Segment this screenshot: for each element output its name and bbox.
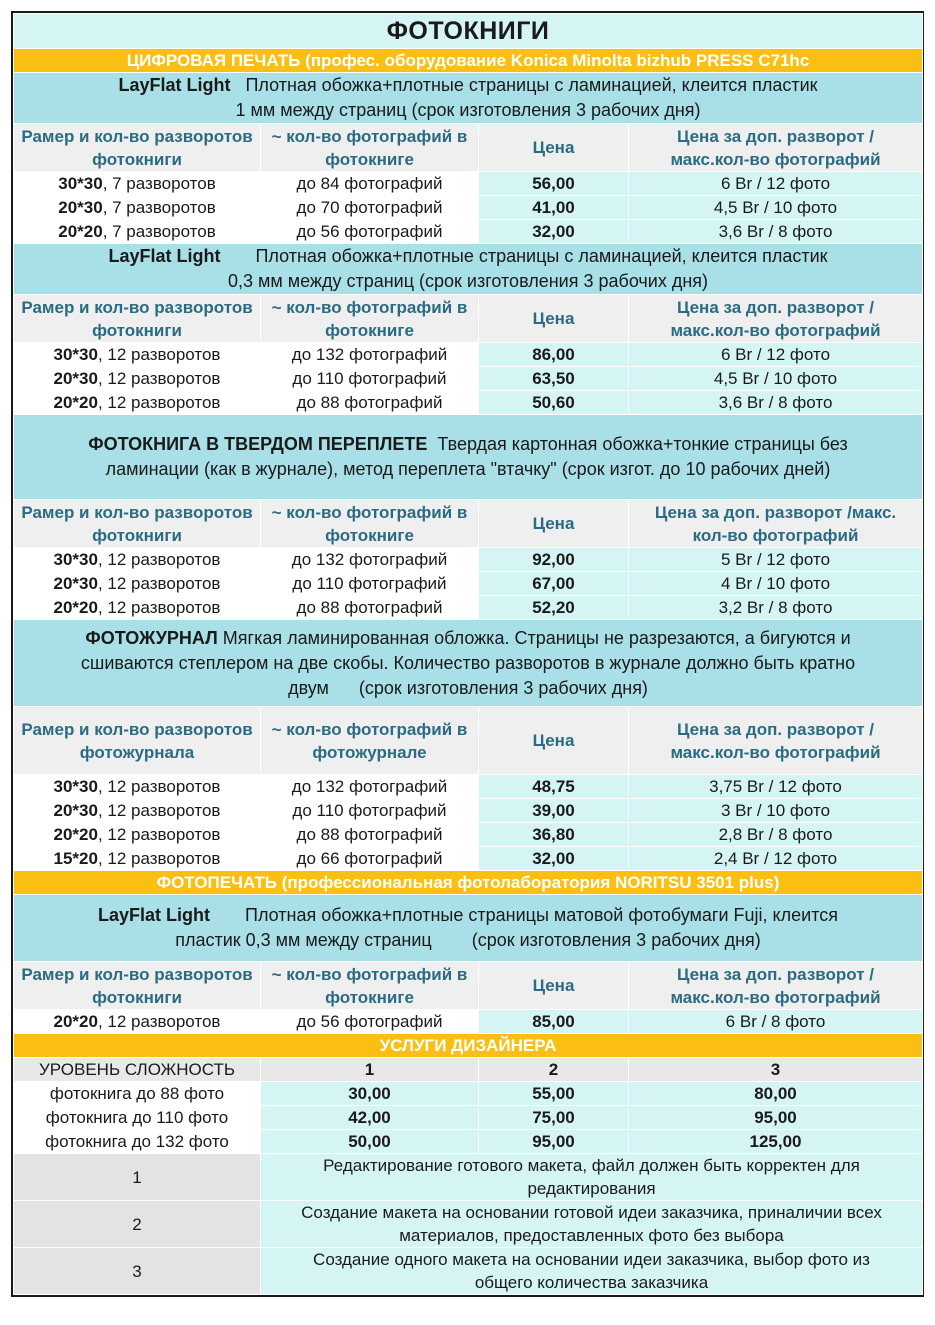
desc-line: Плотная обожка+плотные страницы с ламинацией, клеится пластик (255, 246, 828, 266)
photos-cell: до 84 фотографий (261, 172, 479, 196)
col-header-photos: ~ кол-во фотографий в фотокниге (261, 500, 479, 548)
price-cell: 63,50 (479, 367, 629, 391)
col-header-photos: ~ кол-во фотографий в фотожурнале (261, 707, 479, 775)
desc-line: пластик 0,3 мм между страниц (срок изготовления 3 рабочих дня) (175, 930, 761, 950)
extra-cell: 2,8 Br / 8 фото (629, 823, 923, 847)
size-cell: 20*20, 12 разворотов (14, 596, 261, 620)
table-row (14, 596, 923, 620)
designer-price: 95,00 (629, 1106, 923, 1130)
desc-line: двум (срок изготовления 3 рабочих дня) (288, 677, 648, 698)
extra-cell: 2,4 Br / 12 фото (629, 847, 923, 871)
size-cell: 20*30, 12 разворотов (14, 799, 261, 823)
block-name: LayFlat Light (108, 246, 221, 266)
size-cell: 20*20, 12 разворотов (14, 823, 261, 847)
designer-description-row (14, 1154, 923, 1201)
designer-price: 75,00 (479, 1106, 629, 1130)
desc-line: Мягкая ламинированная обложка. Страницы не разрезаются, а бигуются и (222, 627, 851, 648)
col-header-size: Рамер и кол-во разворотов фотокниги (14, 295, 261, 343)
table-row (14, 196, 923, 220)
block-description (14, 73, 923, 124)
photos-cell: до 132 фотографий (261, 775, 479, 799)
level-1: 1 (261, 1058, 479, 1082)
col-header-photos: ~ кол-во фотографий в фотокниге (261, 295, 479, 343)
table-row (14, 220, 923, 244)
col-header-photos: ~ кол-во фотографий в фотокниге (261, 962, 479, 1010)
block-name: LayFlat Light (118, 75, 231, 95)
col-header-size: Рамер и кол-во разворотов фотокниги (14, 962, 261, 1010)
table-row (14, 775, 923, 799)
description-level: 2 (14, 1201, 261, 1248)
description-text: Редактирование готового макета, файл должен быть корректен для редактирования (261, 1154, 923, 1201)
level-2: 2 (479, 1058, 629, 1082)
photos-cell: до 110 фотографий (261, 367, 479, 391)
designer-price: 42,00 (261, 1106, 479, 1130)
desc-line: Плотная обожка+плотные страницы матовой фотобумаги Fuji, клеится (245, 905, 838, 925)
price-cell: 52,20 (479, 596, 629, 620)
designer-level-header (14, 1058, 923, 1082)
size-cell: 30*30, 12 разворотов (14, 343, 261, 367)
price-sheet (11, 11, 924, 1297)
size-cell: 20*30, 12 разворотов (14, 367, 261, 391)
level-header-label: УРОВЕНЬ СЛОЖНОСТЬ (14, 1058, 261, 1082)
col-header-price: Цена (479, 500, 629, 548)
extra-cell: 6 Br / 8 фото (629, 1010, 923, 1034)
photos-cell: до 110 фотографий (261, 799, 479, 823)
size-cell: 20*30, 7 разворотов (14, 196, 261, 220)
size-cell: 30*30, 12 разворотов (14, 548, 261, 572)
section-designer: УСЛУГИ ДИЗАЙНЕРА (14, 1034, 923, 1058)
designer-price: 80,00 (629, 1082, 923, 1106)
description-level: 3 (14, 1248, 261, 1295)
page-title: ФОТОКНИГИ (14, 14, 923, 49)
table-row (14, 391, 923, 415)
size-cell: 20*20, 12 разворотов (14, 391, 261, 415)
extra-cell: 6 Br / 12 фото (629, 343, 923, 367)
col-header-size: Рамер и кол-во разворотов фотокниги (14, 124, 261, 172)
price-cell: 86,00 (479, 343, 629, 367)
block-name: ФОТОКНИГА В ТВЕРДОМ ПЕРЕПЛЕТЕ (88, 434, 428, 454)
col-header-price: Цена (479, 962, 629, 1010)
designer-price: 95,00 (479, 1130, 629, 1154)
description-text: Создание одного макета на основании идеи заказчика, выбор фото из общего количества заказчика (261, 1248, 923, 1295)
price-cell: 32,00 (479, 220, 629, 244)
price-cell: 56,00 (479, 172, 629, 196)
desc-line: 1 мм между страниц (срок изготовления 3 рабочих дня) (235, 100, 701, 120)
col-header-price: Цена (479, 124, 629, 172)
price-cell: 32,00 (479, 847, 629, 871)
photos-cell: до 56 фотографий (261, 1010, 479, 1034)
table-row (14, 847, 923, 871)
extra-cell: 3,6 Br / 8 фото (629, 391, 923, 415)
size-cell: 20*20, 7 разворотов (14, 220, 261, 244)
extra-cell: 5 Br / 12 фото (629, 548, 923, 572)
col-header-extra: Цена за доп. разворот / макс.кол-во фотографий (629, 124, 923, 172)
table-row (14, 823, 923, 847)
designer-row (14, 1130, 923, 1154)
size-cell: 30*30, 7 разворотов (14, 172, 261, 196)
block-name: LayFlat Light (98, 905, 210, 925)
table-row (14, 343, 923, 367)
designer-label: фотокнига до 88 фото (14, 1082, 261, 1106)
photos-cell: до 132 фотографий (261, 343, 479, 367)
photos-cell: до 66 фотографий (261, 847, 479, 871)
description-level: 1 (14, 1154, 261, 1201)
description-text: Создание макета на основании готовой идеи заказчика, приналичии всех материалов, предоставленных фото без выбора (261, 1201, 923, 1248)
extra-cell: 4,5 Br / 10 фото (629, 196, 923, 220)
designer-price: 125,00 (629, 1130, 923, 1154)
price-cell: 92,00 (479, 548, 629, 572)
photos-cell: до 110 фотографий (261, 572, 479, 596)
price-cell: 39,00 (479, 799, 629, 823)
desc-line: Твердая картонная обожка+тонкие страницы без (437, 434, 848, 454)
col-header-extra: Цена за доп. разворот / макс.кол-во фотографий (629, 295, 923, 343)
table-row (14, 172, 923, 196)
col-header-extra: Цена за доп. разворот /макс. кол-во фотографий (629, 500, 923, 548)
col-header-photos: ~ кол-во фотографий в фотокниге (261, 124, 479, 172)
price-cell: 41,00 (479, 196, 629, 220)
price-cell: 67,00 (479, 572, 629, 596)
extra-cell: 4 Br / 10 фото (629, 572, 923, 596)
extra-cell: 4,5 Br / 10 фото (629, 367, 923, 391)
designer-description-row (14, 1248, 923, 1295)
table-row (14, 548, 923, 572)
size-cell: 15*20, 12 разворотов (14, 847, 261, 871)
designer-price: 50,00 (261, 1130, 479, 1154)
price-cell: 48,75 (479, 775, 629, 799)
table-row (14, 572, 923, 596)
block-name: ФОТОЖУРНАЛ (85, 627, 218, 648)
photos-cell: до 132 фотографий (261, 548, 479, 572)
section-digital: ЦИФРОВАЯ ПЕЧАТЬ (профес. оборудование Konica Minolta bizhub PRESS C71hc (14, 49, 923, 73)
photos-cell: до 88 фотографий (261, 391, 479, 415)
block-description (14, 415, 923, 500)
price-cell: 50,60 (479, 391, 629, 415)
size-cell: 20*20, 12 разворотов (14, 1010, 261, 1034)
price-cell: 85,00 (479, 1010, 629, 1034)
extra-cell: 6 Br / 12 фото (629, 172, 923, 196)
level-3: 3 (629, 1058, 923, 1082)
designer-price: 30,00 (261, 1082, 479, 1106)
section-photo: ФОТОПЕЧАТЬ (профессиональная фотолаборатория NORITSU 3501 plus) (14, 871, 923, 895)
desc-line: сшиваются степлером на две скобы. Количество разворотов в журнале должно быть кратно (80, 652, 856, 673)
designer-label: фотокнига до 110 фото (14, 1106, 261, 1130)
block-description (14, 895, 923, 962)
desc-line: Плотная обожка+плотные страницы с ламинацией, клеится пластик (245, 75, 818, 95)
desc-line: 0,3 мм между страниц (срок изготовления 3 рабочих дня) (227, 271, 709, 291)
designer-price: 55,00 (479, 1082, 629, 1106)
size-cell: 20*30, 12 разворотов (14, 572, 261, 596)
table-row (14, 1010, 923, 1034)
designer-description-row (14, 1201, 923, 1248)
price-table (13, 13, 923, 1295)
table-row (14, 367, 923, 391)
designer-row (14, 1082, 923, 1106)
designer-label: фотокнига до 132 фото (14, 1130, 261, 1154)
col-header-price: Цена (479, 707, 629, 775)
col-header-extra: Цена за доп. разворот / макс.кол-во фотографий (629, 962, 923, 1010)
designer-row (14, 1106, 923, 1130)
photos-cell: до 88 фотографий (261, 823, 479, 847)
col-header-size: Рамер и кол-во разворотов фотожурнала (14, 707, 261, 775)
block-description (14, 244, 923, 295)
photos-cell: до 70 фотографий (261, 196, 479, 220)
size-cell: 30*30, 12 разворотов (14, 775, 261, 799)
extra-cell: 3,75 Br / 12 фото (629, 775, 923, 799)
extra-cell: 3,2 Br / 8 фото (629, 596, 923, 620)
col-header-extra: Цена за доп. разворот / макс.кол-во фотографий (629, 707, 923, 775)
extra-cell: 3,6 Br / 8 фото (629, 220, 923, 244)
price-cell: 36,80 (479, 823, 629, 847)
table-row (14, 799, 923, 823)
photos-cell: до 56 фотографий (261, 220, 479, 244)
block-description (14, 620, 923, 707)
col-header-price: Цена (479, 295, 629, 343)
photos-cell: до 88 фотографий (261, 596, 479, 620)
col-header-size: Рамер и кол-во разворотов фотокниги (14, 500, 261, 548)
desc-line: ламинации (как в журнале), метод переплета "втачку" (срок изгот. до 10 рабочих дней) (105, 459, 831, 479)
extra-cell: 3 Br / 10 фото (629, 799, 923, 823)
